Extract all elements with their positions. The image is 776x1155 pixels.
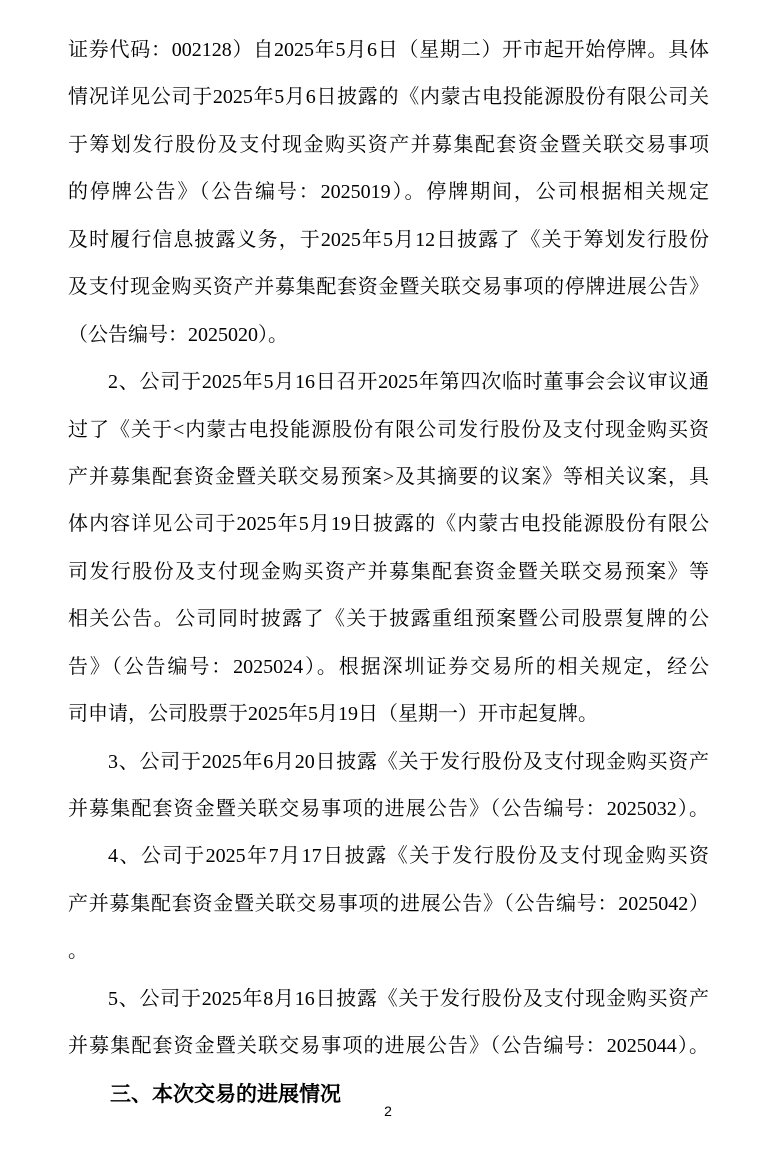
document-line: 于筹划发行股份及支付现金购买资产并募集配套资金暨关联交易事项 <box>68 133 709 156</box>
document-line: 产并募集配套资金暨关联交易事项的进展公告》（公告编号：2025042） <box>68 892 709 915</box>
document-line: （公告编号：2025020）。 <box>68 323 288 346</box>
document-line: 2、公司于2025年5月16日召开2025年第四次临时董事会会议审议通 <box>108 371 709 394</box>
document-line: 并募集配套资金暨关联交易事项的进展公告》（公告编号：2025032）。 <box>68 798 709 820</box>
document-line: 4、公司于2025年7月17日披露《关于发行股份及支付现金购买资 <box>108 845 709 868</box>
document-line: 。 <box>68 940 88 963</box>
document-line: 及支付现金购买资产并募集配套资金暨关联交易事项的停牌进展公告》 <box>68 276 709 299</box>
document-line: 3、公司于2025年6月20日披露《关于发行股份及支付现金购买资产 <box>108 750 709 773</box>
document-line: 的停牌公告》（公告编号：2025019）。停牌期间，公司根据相关规定 <box>68 181 709 204</box>
section-heading: 三、本次交易的进展情况 <box>110 1082 341 1106</box>
document-line: 5、公司于2025年8月16日披露《关于发行股份及支付现金购买资产 <box>108 987 709 1010</box>
document-line: 证券代码：002128）自2025年5月6日（星期二）开市起开始停牌。具体 <box>68 39 709 61</box>
document-line: 相关公告。公司同时披露了《关于披露重组预案暨公司股票复牌的公 <box>68 608 709 631</box>
document-line: 告》（公告编号：2025024）。根据深圳证券交易所的相关规定，经公 <box>68 655 709 678</box>
page-number: 2 <box>384 1103 392 1119</box>
document-line: 体内容详见公司于2025年5月19日披露的《内蒙古电投能源股份有限公 <box>68 513 709 536</box>
document-line: 产并募集配套资金暨关联交易预案>及其摘要的议案》等相关议案，具 <box>68 465 709 488</box>
document-line: 过了《关于<内蒙古电投能源股份有限公司发行股份及支付现金购买资 <box>68 418 709 441</box>
document-line: 情况详见公司于2025年5月6日披露的《内蒙古电投能源股份有限公司关 <box>68 86 709 109</box>
document-line: 司发行股份及支付现金购买资产并募集配套资金暨关联交易预案》等 <box>68 560 709 583</box>
document-line: 并募集配套资金暨关联交易事项的进展公告》（公告编号：2025044）。 <box>68 1035 709 1058</box>
document-line: 司申请，公司股票于2025年5月19日（星期一）开市起复牌。 <box>68 703 598 726</box>
document-line: 及时履行信息披露义务，于2025年5月12日披露了《关于筹划发行股份 <box>68 228 709 251</box>
